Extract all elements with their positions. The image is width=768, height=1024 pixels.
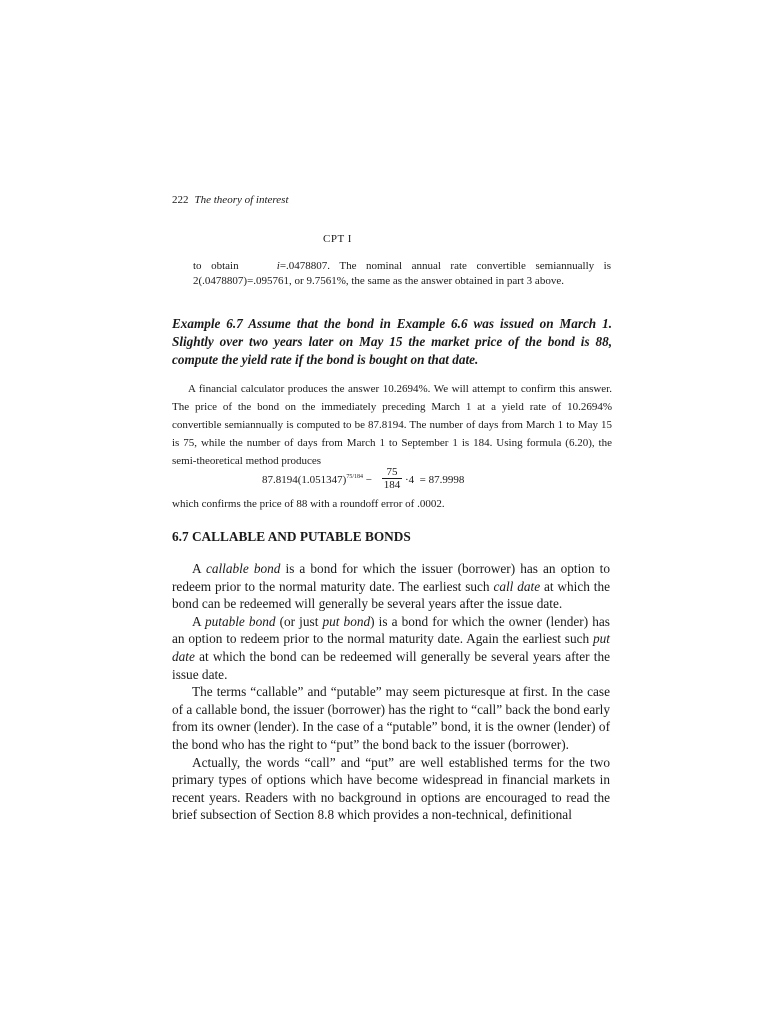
example-solution: A financial calculator produces the answer 10.2694%. We will attempt to confirm this answer. The price of the bond on the immediately preceding March 1 at a yield rate of 10.2694% convertible semiannually is computed to be 87.8194. The number of days from March 1 to May 15 is 75, while the number of days from March 1 to September 1 is 184. Using formula (6.20), the semi-theoretical method produces <box>172 383 612 467</box>
calculator-step: CPT I <box>323 233 352 245</box>
interest-symbol: i <box>276 260 280 272</box>
running-header <box>172 194 289 206</box>
paragraph-options: Actually, the words “call” and “put” are well established terms for the two primary types of options which have become widespread in financial markets in recent years. Readers with no background in options are encouraged to read the brief subsection of Section 8.8 which provides a non-technical, definitional <box>172 754 610 823</box>
confirmation-line: which confirms the price of 88 with a roundoff error of .0002. <box>172 498 445 510</box>
paragraph-terms: The terms “callable” and “putable” may seem picturesque at first. In the case of a callable bond, the issuer (borrower) has the right to “call” back the bond early from its owner (lender). In the case of a “putable” bond, it is the owner (lender) of the bond who has the right to “put” the bond back to the issuer (borrower). <box>172 684 610 752</box>
semi-theoretical-formula: $87.8194(1.051347)^{75/184}$ − $\frac{75}{184}$ ·4 = 87.9998 <box>262 466 465 491</box>
section-number: 6.7 <box>172 529 189 544</box>
section-body <box>172 560 610 824</box>
formula-fraction: $\frac{75}{184}$ <box>383 466 401 491</box>
section-heading <box>172 529 411 545</box>
formula-exponent: 75/184 <box>346 474 363 480</box>
example-statement: Example 6.7 Assume that the bond in Example 6.6 was issued on March 1. Slightly over two years later on May 15 the market price of the bond is 88, compute the yield rate if the bond is bought on that date. <box>172 316 612 367</box>
continuation-paragraph: to obtain i=.0478807. The nominal annual rate convertible semiannually is 2(.0478807)=.095761, or 9.7561%, the same as the answer obtained in part 3 above. <box>193 260 611 287</box>
section-title: CALLABLE AND PUTABLE BONDS <box>191 529 411 544</box>
paragraph-putable: A putable bond (or just put bond) is a bond for which the owner (lender) has an option to redeem prior to the normal maturity date. Again the earliest such put date at which the bond can be redeemed will generally be several years after the issue date. <box>172 613 610 682</box>
book-title: The theory of interest <box>194 194 289 206</box>
paragraph-callable: A callable bond is a bond for which the issuer (borrower) has an option to redeem prior to the normal maturity date. The earliest such call date at which the bond can be redeemed will generally be several years after the issue date. <box>172 561 611 612</box>
page-number: 222 <box>172 194 189 206</box>
